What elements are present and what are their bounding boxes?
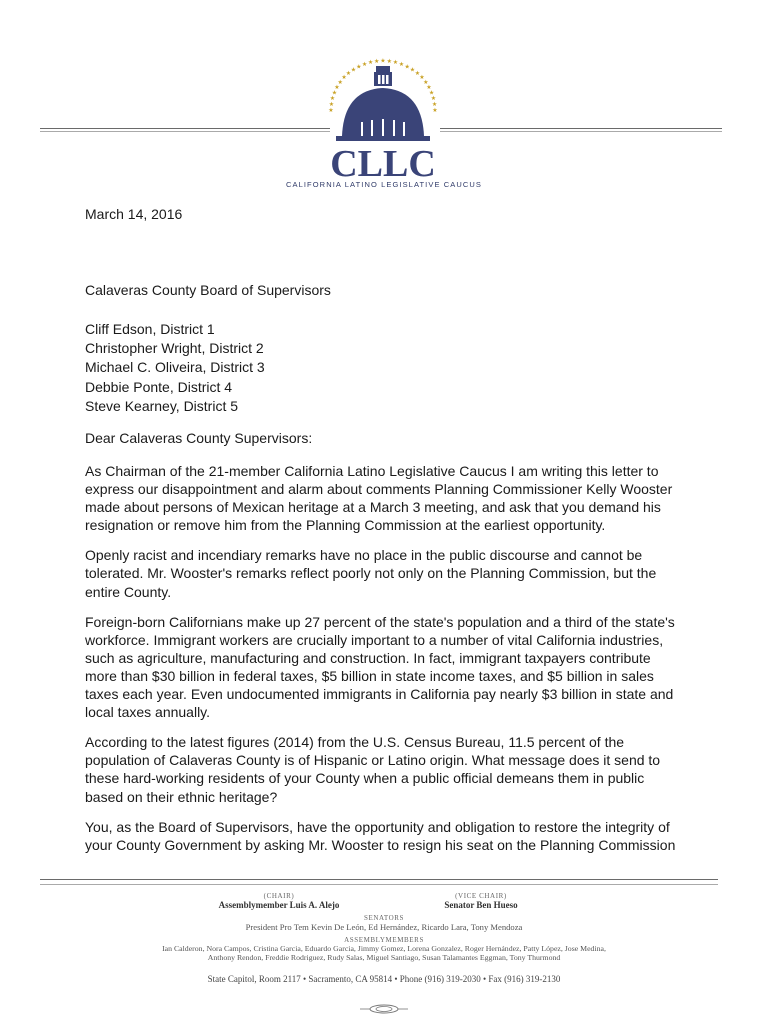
star-icon: ★ — [404, 64, 410, 71]
star-icon: ★ — [367, 60, 374, 66]
star-icon: ★ — [426, 85, 432, 91]
assemblymembers-list-line2: Anthony Rendon, Freddie Rodriguez, Rudy Salas, Miguel Santiago, Susan Talamantes Eggman, Tony Thurmond — [207, 953, 561, 962]
chair-block — [204, 892, 354, 910]
recipient: Calaveras County Board of Supervisors — [85, 282, 331, 298]
footer-ornament-icon — [358, 1003, 410, 1015]
letter-date: March 14, 2016 — [85, 206, 183, 222]
star-icon: ★ — [345, 71, 352, 77]
letterhead-rule-left — [40, 128, 330, 129]
star-icon: ★ — [414, 71, 421, 77]
cllc-capitol-dome-logo — [318, 48, 448, 184]
vice-chair-block — [406, 892, 556, 910]
star-icon: ★ — [328, 108, 334, 114]
body-paragraph: Openly racist and incendiary remarks have no place in the public discourse and cannot be tolerated. Mr. Wooster's remarks reflect poorly not only on the Planning Commission, but the entire County. — [85, 547, 657, 600]
star-icon: ★ — [398, 61, 405, 68]
star-icon: ★ — [374, 59, 380, 65]
letterhead-rule-left-thin — [40, 131, 330, 132]
letter-body — [85, 462, 685, 866]
dome-base — [336, 136, 430, 141]
star-icon: ★ — [328, 102, 335, 108]
star-icon: ★ — [337, 79, 343, 86]
board-members-list — [85, 320, 265, 416]
chair-name: Assemblymember Luis A. Alejo — [218, 900, 340, 910]
dome-lantern-top — [376, 66, 390, 72]
board-member: Michael C. Oliveira, District 3 — [85, 359, 265, 376]
body-paragraph: According to the latest figures (2014) from the U.S. Census Bureau, 11.5 percent of the population of Calaveras County is of Hispanic or Latino origin. What message does it send to these hard-working residents of your County when a public official demeans them in public based on their ethnic heritage? — [85, 734, 661, 805]
star-icon: ★ — [428, 90, 435, 97]
star-icon: ★ — [432, 108, 438, 114]
letterhead-rule-right-thin — [440, 131, 722, 132]
star-icon: ★ — [419, 75, 425, 82]
board-member: Steve Kearney, District 5 — [85, 397, 239, 414]
star-icon: ★ — [350, 67, 357, 74]
capitol-address: State Capitol, Room 2117 • Sacramento, CA 95814 • Phone (916) 319-2030 • Fax (916) 319-2130 — [207, 974, 561, 984]
footer-rule-thin — [40, 884, 718, 885]
star-icon: ★ — [331, 90, 338, 97]
star-icon: ★ — [380, 58, 386, 65]
board-member: Cliff Edson, District 1 — [85, 321, 215, 337]
star-icon: ★ — [430, 96, 437, 103]
senators-list: President Pro Tem Kevin De León, Ed Hernández, Ricardo Lara, Tony Mendoza — [245, 922, 523, 932]
body-paragraph: Foreign-born Californians make up 27 percent of the state's population and a third of the state's workforce. Immigrant workers are crucially important to a number of vital California industries, such as agriculture, manufacturing and construction. In fact, immigrant taxpayers contribute more than $30 billion in federal taxes, $5 billion in state income taxes, and $5 billion in sales taxes each year. Even undocumented immigrants in California pay nearly $3 billion in state and local taxes annually. — [85, 613, 675, 721]
logo-text: CLLC — [330, 143, 436, 184]
caucus-name: CALIFORNIA LATINO LEGISLATIVE CAUCUS — [285, 180, 483, 189]
body-paragraph: As Chairman of the 21-member California Latino Legislative Caucus I am writing this letter to express our disappointment and alarm about comments Planning Commissioner Kelly Wooster made about persons of Mexican heritage at a March 3 meeting, and ask that you demand his resignation or remove him from the Planning Commission at the earliest opportunity. — [85, 463, 673, 534]
senators-heading: SENATORS — [363, 914, 405, 922]
star-icon: ★ — [423, 79, 429, 86]
star-icon: ★ — [409, 67, 416, 74]
assemblymembers-heading: ASSEMBLYMEMBERS — [344, 936, 424, 944]
vice-chair-name: Senator Ben Hueso — [444, 900, 518, 910]
star-icon: ★ — [392, 60, 399, 66]
star-icon: ★ — [329, 96, 336, 103]
chair-role: (CHAIR) — [263, 892, 295, 900]
star-icon: ★ — [386, 59, 392, 65]
assemblymembers-block — [90, 936, 678, 962]
star-icon: ★ — [334, 85, 340, 91]
letterhead-rule-right — [440, 128, 722, 129]
star-icon: ★ — [356, 64, 362, 71]
assemblymembers-list-line1: Ian Calderon, Nora Campos, Cristina Garcia, Eduardo Garcia, Jimmy Gomez, Lorena Gonzalez, Roger Hernández, Patty López, Jose Medina, — [162, 944, 606, 953]
star-icon: ★ — [431, 102, 438, 108]
senators-block — [100, 914, 668, 932]
vice-chair-role: (VICE CHAIR) — [455, 892, 507, 900]
star-icon: ★ — [341, 75, 347, 82]
salutation: Dear Calaveras County Supervisors: — [85, 430, 313, 446]
board-member: Christopher Wright, District 2 — [85, 340, 264, 357]
star-icon: ★ — [361, 61, 368, 68]
body-paragraph: You, as the Board of Supervisors, have the opportunity and obligation to restore the integrity of your County Government by asking Mr. Wooster to resign his seat on the Planning Commission — [85, 818, 676, 853]
footer-rule — [40, 879, 718, 880]
board-member: Debbie Ponte, District 4 — [85, 378, 233, 395]
